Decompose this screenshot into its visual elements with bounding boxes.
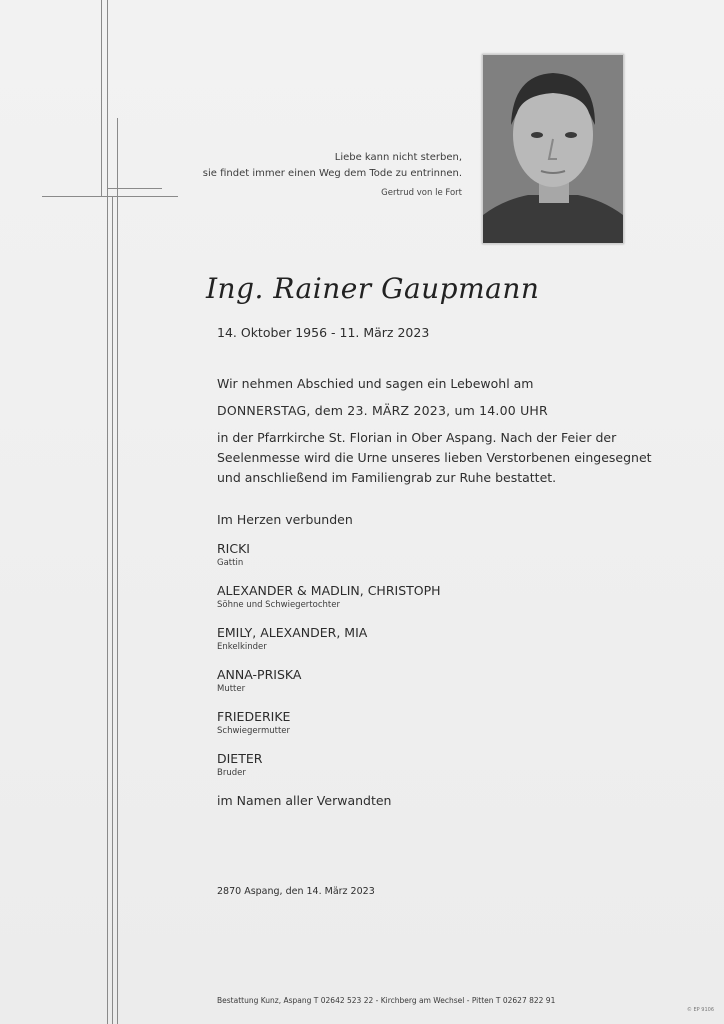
mourner-relation: Bruder — [217, 768, 246, 778]
list-item — [217, 709, 441, 751]
funeral-home-footer: Bestattung Kunz, Aspang T 02642 523 22 - Kirchberg am Wechsel - Pitten T 02627 822 91 — [217, 996, 556, 1005]
place-date: 2870 Aspang, den 14. März 2023 — [217, 886, 375, 897]
mourner-relation: Schwiegermutter — [217, 726, 291, 736]
mourner-relation: Söhne und Schwiegertochter — [217, 600, 340, 610]
list-item — [217, 583, 441, 625]
mourner-relation: Enkelkinder — [217, 642, 267, 652]
heart-line: Im Herzen verbunden — [217, 512, 353, 527]
service-details-line: Seelenmesse wird die Urne unseres lieben Verstorbenen eingesegnet — [217, 450, 652, 465]
mourner-relation: Mutter — [217, 684, 246, 694]
quote-author: Gertrud von le Fort — [381, 188, 462, 198]
mourner-relation: Gattin — [217, 558, 244, 568]
portrait-image — [483, 55, 623, 243]
service-date: DONNERSTAG, dem 23. MÄRZ 2023, um 14.00 UHR — [217, 403, 548, 418]
mourner-name: FRIEDERIKE — [217, 709, 291, 724]
mourner-name: DIETER — [217, 751, 263, 766]
service-details-line: und anschließend im Familiengrab zur Ruhe bestattet. — [217, 470, 557, 485]
portrait-photo — [482, 54, 624, 244]
mourner-name: RICKI — [217, 541, 250, 556]
service-details-line: in der Pfarrkirche St. Florian in Ober Aspang. Nach der Feier der — [217, 430, 617, 445]
list-item — [217, 751, 441, 793]
mourner-name: ALEXANDER & MADLIN, CHRISTOPH — [217, 583, 441, 598]
closing-line: im Namen aller Verwandten — [217, 793, 392, 808]
list-item — [217, 667, 441, 709]
life-dates: 14. Oktober 1956 - 11. März 2023 — [217, 325, 430, 340]
quote-line: sie findet immer einen Weg dem Tode zu entrinnen. — [202, 168, 462, 179]
quote-block — [162, 150, 462, 198]
list-item — [217, 625, 441, 667]
mourner-name: ANNA-PRISKA — [217, 667, 302, 682]
mourners-list — [217, 541, 441, 793]
deceased-name: Ing. Rainer Gaupmann — [206, 272, 540, 305]
service-details — [217, 428, 652, 488]
farewell-intro: Wir nehmen Abschied und sagen ein Lebewohl am — [217, 376, 534, 391]
mourner-name: EMILY, ALEXANDER, MIA — [217, 625, 368, 640]
list-item — [217, 541, 441, 583]
document-code: © EP 9106 — [686, 1007, 714, 1013]
quote-line: Liebe kann nicht sterben, — [334, 152, 462, 163]
